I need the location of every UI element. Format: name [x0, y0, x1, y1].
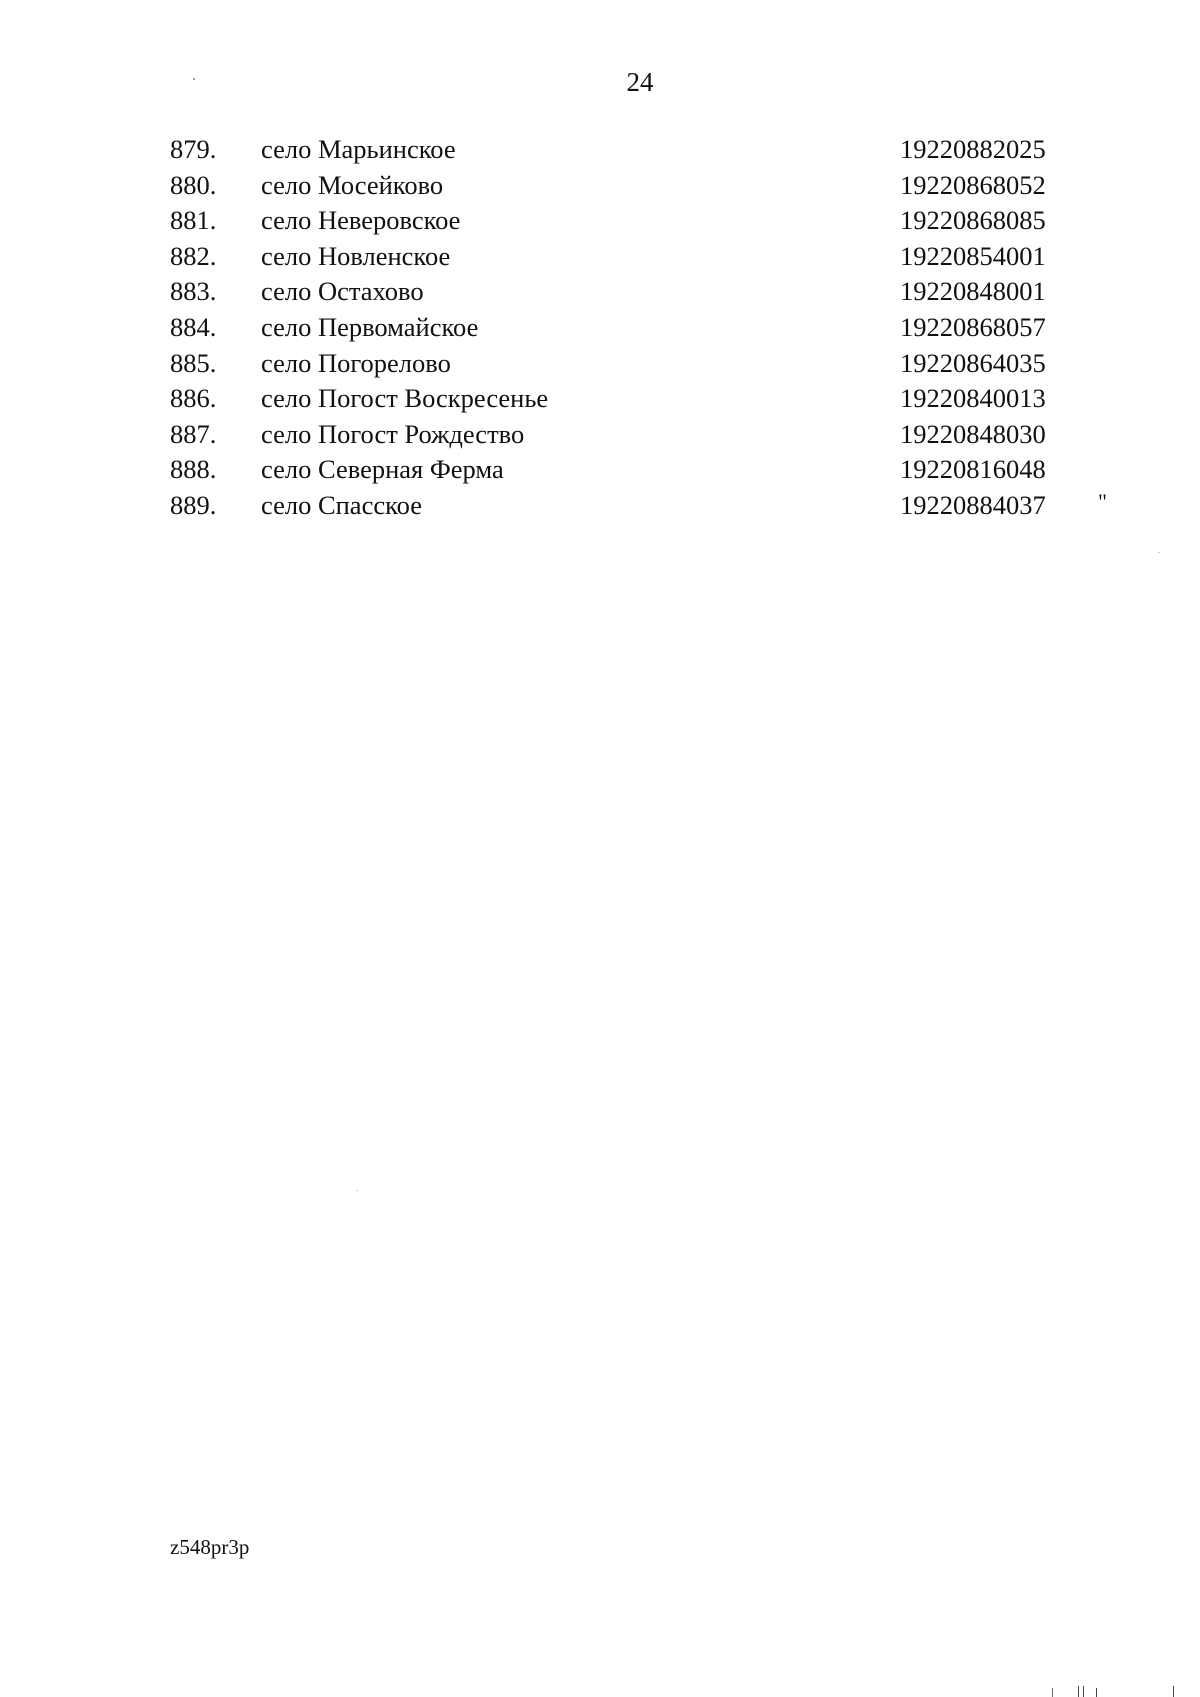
item-number: 885.: [170, 347, 217, 378]
scan-speck: [356, 1190, 358, 1191]
item-number: 882.: [170, 240, 217, 271]
settlement-list: [0, 133, 1200, 525]
item-number: 884.: [170, 311, 217, 342]
item-name: село Спасское: [261, 489, 422, 520]
scan-edge-mark: [1096, 1688, 1097, 1697]
item-code: 19220864035: [900, 347, 1046, 378]
item-name: село Остахово: [261, 276, 424, 307]
list-item: [0, 204, 1200, 240]
item-code: 19220868085: [900, 205, 1046, 236]
list-item: [0, 275, 1200, 311]
item-name: село Погорелово: [261, 347, 451, 378]
scan-speck: [193, 78, 195, 80]
list-item: [0, 311, 1200, 347]
item-number: 886.: [170, 383, 217, 414]
item-name: село Мосейково: [261, 169, 444, 200]
scan-speck: [1158, 552, 1160, 553]
item-name: село Неверовское: [261, 205, 461, 236]
list-item: [0, 347, 1200, 383]
item-code: 19220816048: [900, 454, 1046, 485]
item-name: село Новленское: [261, 240, 451, 271]
item-code: 19220840013: [900, 383, 1046, 414]
item-name: село Первомайское: [261, 311, 479, 342]
item-number: 880.: [170, 169, 217, 200]
document-code: z548pr3p: [170, 1535, 250, 1559]
item-number: 883.: [170, 276, 217, 307]
page-number: 24: [626, 67, 654, 97]
item-code: 19220848030: [900, 418, 1046, 449]
item-code: 19220882025: [900, 134, 1046, 164]
list-item: [0, 418, 1200, 454]
item-name: село Марьинское: [261, 134, 456, 164]
item-code: 19220884037: [900, 489, 1046, 520]
scan-edge-mark: [1052, 1688, 1053, 1697]
item-code: 19220868052: [900, 169, 1046, 200]
item-number: 881.: [170, 205, 217, 236]
list-item: [0, 240, 1200, 276]
item-name: село Погост Воскресенье: [261, 383, 549, 414]
item-code: 19220848001: [900, 276, 1046, 307]
item-code: 19220854001: [900, 240, 1046, 271]
list-item: [0, 489, 1200, 525]
scan-edge-mark: [1173, 1686, 1174, 1697]
item-number: 879.: [170, 134, 217, 164]
item-code: 19220868057: [900, 311, 1046, 342]
item-name: село Погост Рождество: [261, 418, 525, 449]
list-item: [0, 453, 1200, 489]
list-item: [0, 169, 1200, 205]
list-item: [0, 133, 1200, 169]
closing-quote: ": [1098, 488, 1107, 514]
item-number: 887.: [170, 418, 217, 449]
scan-edge-mark: [1083, 1686, 1084, 1697]
item-number: 888.: [170, 454, 217, 485]
item-name: село Северная Ферма: [261, 454, 504, 485]
list-item: [0, 382, 1200, 418]
item-number: 889.: [170, 489, 217, 520]
scan-edge-mark: [1078, 1686, 1079, 1697]
